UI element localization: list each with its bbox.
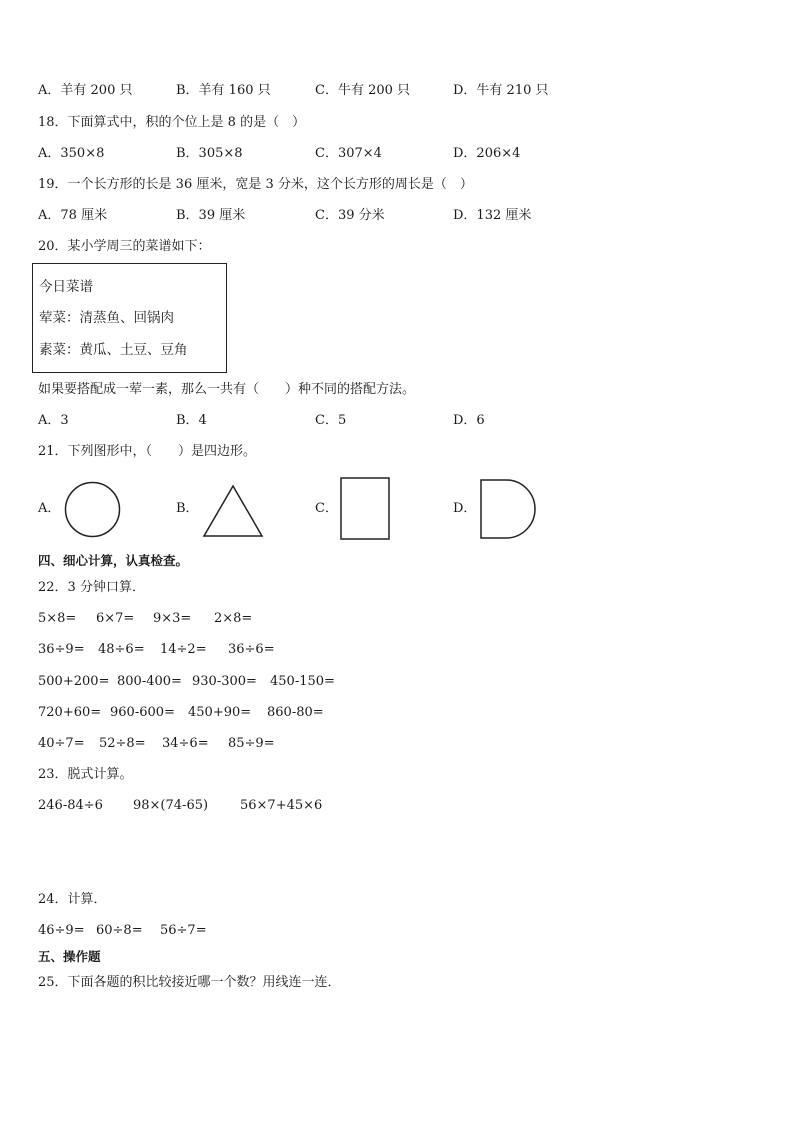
triangle-shape	[202, 484, 264, 538]
q20-option-c: C．5	[315, 413, 347, 428]
section-5-heading: 五、操作题	[38, 949, 101, 964]
q21-label-c: C．	[315, 501, 338, 516]
menu-meat-line: 荤菜：清蒸鱼、回锅肉	[39, 310, 174, 326]
q22-item: 52÷8=	[99, 736, 146, 751]
q22-item: 85÷9=	[228, 736, 275, 751]
q19-option-a: A．78 厘米	[38, 208, 108, 223]
q17-option-c: C．牛有 200 只	[315, 83, 411, 98]
q25-stem: 25．下面各题的积比较接近哪一个数？用线连一连．	[38, 975, 341, 990]
q21-stem: 21．下列图形中，（ ）是四边形。	[38, 444, 257, 459]
q18-option-d: D．206×4	[453, 146, 521, 161]
q20-option-a: A．3	[38, 413, 69, 428]
q17-option-b: B．羊有 160 只	[176, 83, 271, 98]
q22-item: 6×7=	[96, 611, 135, 626]
q19-option-b: B．39 厘米	[176, 208, 246, 223]
q22-item: 5×8=	[38, 611, 77, 626]
q20-option-b: B．4	[176, 413, 207, 428]
q19-option-c: C．39 分米	[315, 208, 385, 223]
q22-item: 36÷9=	[38, 642, 85, 657]
q21-label-b: B．	[176, 501, 199, 516]
q18-option-c: C．307×4	[315, 146, 382, 161]
q21-label-a: A．	[38, 501, 61, 516]
q23-stem: 23．脱式计算。	[38, 767, 133, 782]
q20-stem: 20．某小学周三的菜谱如下：	[38, 239, 211, 254]
q18-option-b: B．305×8	[176, 146, 243, 161]
menu-title: 今日菜谱	[39, 279, 93, 295]
q24-stem: 24．计算．	[38, 892, 107, 907]
q22-item: 2×8=	[214, 611, 253, 626]
q17-option-a: A．羊有 200 只	[38, 83, 133, 98]
q19-option-d: D．132 厘米	[453, 208, 532, 223]
q20-question: 如果要搭配成一荤一素，那么一共有（ ）种不同的搭配方法。	[38, 382, 416, 397]
q22-item: 450+90=	[188, 705, 252, 720]
q22-item: 720+60=	[38, 705, 102, 720]
menu-veg-line: 素菜：黄瓜、土豆、豆角	[39, 342, 188, 358]
q22-stem: 22．3 分钟口算．	[38, 580, 145, 595]
q22-item: 48÷6=	[98, 642, 145, 657]
q23-item: 246-84÷6	[38, 798, 103, 813]
section-4-heading: 四、细心计算，认真检查。	[38, 553, 189, 568]
q22-item: 14÷2=	[160, 642, 207, 657]
q19-stem: 19．一个长方形的长是 36 厘米，宽是 3 分米，这个长方形的周长是（ ）	[38, 177, 473, 192]
q22-item: 800-400=	[117, 674, 182, 689]
q24-item: 46÷9=	[38, 923, 85, 938]
q22-item: 930-300=	[192, 674, 257, 689]
q17-option-d: D．牛有 210 只	[453, 83, 549, 98]
circle-shape	[64, 481, 122, 539]
q18-option-a: A．350×8	[38, 146, 105, 161]
q22-item: 860-80=	[267, 705, 324, 720]
q22-item: 500+200=	[38, 674, 110, 689]
q22-item: 450-150=	[270, 674, 335, 689]
q22-item: 960-600=	[110, 705, 175, 720]
q22-item: 40÷7=	[38, 736, 85, 751]
q22-item: 36÷6=	[228, 642, 275, 657]
q21-label-d: D．	[453, 501, 477, 516]
menu-box	[32, 263, 227, 373]
q22-item: 9×3=	[153, 611, 192, 626]
q23-item: 98×(74-65)	[133, 798, 209, 813]
q22-item: 34÷6=	[162, 736, 209, 751]
q23-item: 56×7+45×6	[240, 798, 323, 813]
rect-semicircle-shape	[480, 479, 538, 541]
q18-stem: 18．下面算式中，积的个位上是 8 的是（ ）	[38, 115, 306, 130]
rectangle-shape	[340, 477, 392, 541]
q20-option-d: D．6	[453, 413, 485, 428]
q24-item: 56÷7=	[160, 923, 207, 938]
q24-item: 60÷8=	[96, 923, 143, 938]
